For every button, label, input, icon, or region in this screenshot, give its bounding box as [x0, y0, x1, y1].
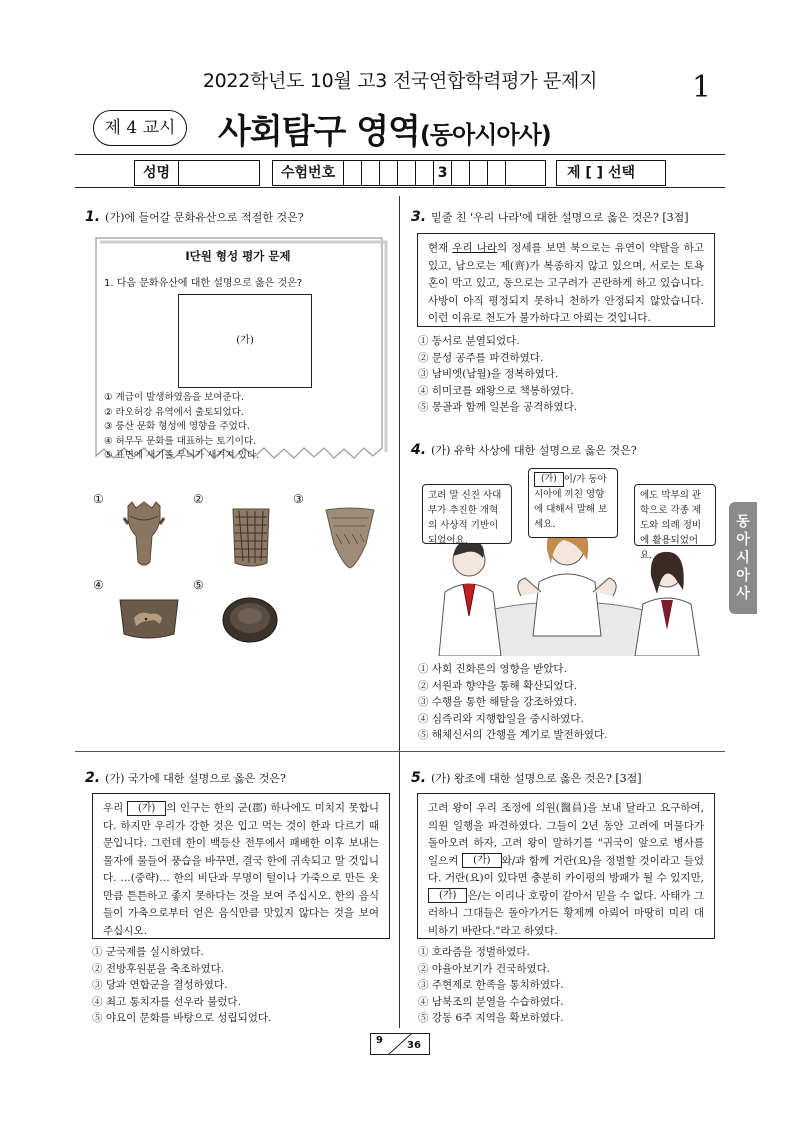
question-number: 3. [411, 209, 427, 225]
passage-text: 우리 [103, 802, 124, 814]
answer-option[interactable]: ⑤ 야요이 문화를 바탕으로 성립되었다. [92, 1012, 272, 1024]
exam-number-cell [380, 161, 398, 185]
answer-option[interactable]: ⑤ 강동 6주 지역을 확보하였다. [418, 1012, 564, 1024]
section-divider [75, 751, 725, 752]
answer-option[interactable]: ③ 당과 연합군을 결성하였다. [92, 979, 228, 991]
passage-text: 의 인구는 한의 군(郡) 하나에도 미치지 못합니다. 하지만 우리가 강한 것은 입고 먹는 것이 한과 다르기 때문입니다. 그런데 한이 백등산 전투에서 패배한 이후 보내는 물자에 물들어 풍습을 바꾸면, 결국 한에 귀속되고 말 것입니다. …(중략)… 한의 비단과 무명이 털이나 가죽으로 만든 옷만큼 튼튼하고 좋지 못하다는 것을 보여 주십시오. 한의 음식들이 가축으로부터 얻은 음식만큼 맛있지 않다는 것을 보여 주십시오. [103, 802, 379, 937]
question-number: 1. [85, 209, 101, 225]
card-option: ① 계급이 발생하였음을 보여준다. [104, 392, 244, 403]
answer-option[interactable]: ① 사회 진화론의 영향을 받았다. [418, 663, 567, 675]
question-2-options [92, 944, 271, 1027]
exam-number-cell [506, 161, 523, 185]
header-rule-bottom [75, 187, 725, 188]
question-2-passage [92, 793, 390, 939]
card-placeholder-box [178, 294, 312, 388]
answer-option[interactable]: ④ 최고 통치자를 선우라 불렀다. [92, 995, 241, 1008]
choice-3-label[interactable]: ③ [293, 492, 304, 506]
answer-option[interactable]: ⑤ 해체신서의 간행을 계기로 발전하였다. [418, 729, 608, 741]
pottery-image-3[interactable] [322, 504, 378, 570]
answer-option[interactable]: ① 호라즘을 정벌하였다. [418, 946, 530, 958]
question-3-stem [411, 206, 689, 225]
exam-number-digit: 3 [434, 161, 452, 185]
answer-option[interactable]: ② 전방후원분을 축조하였다. [92, 962, 225, 975]
answer-option[interactable]: ② 문성 공주를 파견하였다. [418, 351, 544, 364]
name-label: 성명 [135, 161, 179, 185]
answer-option[interactable]: ④ 히미코를 왜왕으로 책봉하였다. [418, 384, 574, 397]
question-3-passage [417, 233, 715, 327]
answer-option[interactable]: ④ 심즉리와 지행합일을 중시하였다. [418, 712, 584, 725]
question-5-options [418, 944, 564, 1027]
exam-number-cell [416, 161, 434, 185]
choice-label: 제 [ ] 선택 [567, 165, 635, 181]
subject-side-tab: 동 아 시 아 사 [729, 502, 757, 614]
exam-number-cell [470, 161, 488, 185]
exam-title: 2022학년도 10월 고3 전국연합학력평가 문제지 [202, 70, 598, 92]
exam-number-label: 수험번호 [273, 161, 344, 185]
period-badge: 제 4 교시 [93, 110, 187, 146]
answer-option[interactable]: ③ 수행을 통한 해탈을 강조하였다. [418, 696, 578, 708]
choice-4-label[interactable]: ④ [93, 578, 104, 592]
question-4-options [418, 661, 607, 744]
page-number: 1 [692, 70, 712, 105]
card-placeholder-label: (가) [236, 335, 254, 346]
passage-text: 와/과 함께 거란(요)을 정벌할 것이라고 들었다. 거란(요)이 있다면 충분히 카이펑의 방패가 될 수 있지만, [428, 854, 704, 884]
card-options [104, 391, 259, 464]
question-number: 5. [411, 770, 427, 786]
answer-option[interactable]: ② 서원과 향약을 통해 확산되었다. [418, 679, 578, 692]
footer-page: 9 [376, 1035, 383, 1046]
card-question: 1. 다음 문화유산에 대한 설명으로 옳은 것은? [104, 278, 303, 289]
subject-title [218, 104, 551, 153]
answer-option[interactable]: ④ 남북조의 분열을 수습하였다. [418, 995, 564, 1008]
blank-ga: (가) [462, 853, 501, 868]
name-box[interactable] [134, 160, 260, 186]
question-4-stem [411, 439, 637, 458]
exam-number-cell [488, 161, 506, 185]
card-option: ⑤ 표면에 새기줄 무늬가 새겨져 있다. [104, 450, 260, 461]
passage-text: 은/는 이리나 호랑이 같아서 믿을 수 없다. 사태가 그러하니 그대들은 돌아가거든 황제께 아뢰어 마땅히 미리 대비하기 바란다."라고 하였다. [428, 889, 704, 937]
speech-bubble-left: 고려 말 신진 사대부가 추진한 개혁의 사상적 기반이 되었어요. [422, 484, 512, 544]
subject-main: 사회탐구 영역 [218, 112, 420, 152]
question-1-stem [85, 206, 304, 225]
question-number: 4. [411, 442, 427, 458]
choice-box[interactable] [556, 160, 666, 186]
exam-number-cell [398, 161, 416, 185]
passage-text: 현재 [428, 242, 449, 254]
passage-text: 의 정세를 보면 북으로는 유연이 약탈을 하고 있고, 남으로는 제(齊)가 복종하지 않고 있으며, 서로는 토욕혼이 막고 있고, 동으로는 고구려가 곤란하게 하고 있습니다. 사방이 아직 평정되지 못하니 천하가 안정되지 않았습니다. 이런 이유로 천도가 불가하다고 아뢰는 것입니다. [428, 242, 704, 324]
choice-5-label[interactable]: ⑤ [193, 578, 204, 592]
speech-bubble-right: 에도 막부의 관학으로 각종 제도와 의례 정비에 활용되었어요. [634, 484, 716, 546]
passage-text: 고려 왕이 우리 조정에 의원(醫員)을 보내 달라고 요구하여, 의원 일행을 파견하였다. 그들이 2년 동안 고려에 머물다가 돌아오려 하자, 고려 왕이 말하기를 "귀국이 앞으로 병사를 일으켜 [428, 802, 704, 867]
exam-number-cell [452, 161, 470, 185]
pottery-image-5[interactable] [220, 594, 280, 646]
answer-option[interactable]: ⑤ 몽골과 함께 일본을 공격하였다. [418, 401, 578, 413]
answer-option[interactable]: ① 동서로 분열되었다. [418, 335, 520, 347]
exam-number-cell [362, 161, 380, 185]
footer-total: 36 [407, 1040, 421, 1051]
card-option: ④ 허무두 문화를 대표하는 토기이다. [104, 435, 257, 447]
exam-number-cell [344, 161, 362, 185]
bubble-text: 동아시아에 끼친 영향에 대해서 말해 보세요. [534, 474, 608, 530]
worksheet-card [92, 234, 388, 472]
pottery-image-4[interactable] [116, 594, 182, 644]
answer-option[interactable]: ② 야율아보기가 건국하였다. [418, 962, 551, 975]
card-title: Ⅰ단원 형성 평가 문제 [185, 249, 291, 263]
blank-ga: (가) [428, 888, 467, 903]
answer-option[interactable]: ① 군국제를 실시하였다. [92, 946, 204, 958]
question-text: (가) 왕조에 대한 설명으로 옳은 것은? [3점] [431, 772, 642, 785]
choice-2-label[interactable]: ② [193, 492, 204, 506]
pottery-image-1[interactable] [118, 500, 170, 570]
page-footer [370, 1033, 430, 1055]
question-3-options [418, 333, 577, 416]
pottery-image-2[interactable] [225, 503, 277, 571]
bubble-text: 이/가 [563, 474, 586, 485]
subject-sub: (동아시아사) [419, 121, 551, 149]
answer-option[interactable]: ③ 주현제로 한족을 통치하였다. [418, 979, 564, 991]
exam-number-box[interactable] [272, 160, 546, 186]
answer-option[interactable]: ③ 남비엣(남월)을 정복하였다. [418, 368, 559, 380]
speech-bubble-middle [528, 468, 618, 538]
blank-ga: (가) [534, 472, 564, 487]
blank-ga: (가) [127, 801, 166, 816]
card-option: ③ 룽산 문화 형성에 영향을 주었다. [104, 421, 250, 432]
question-number: 2. [85, 770, 101, 786]
question-text: (가) 국가에 대한 설명으로 옳은 것은? [105, 772, 286, 785]
header-rule-top [75, 154, 725, 155]
question-text: (가)에 들어갈 문화유산으로 적절한 것은? [105, 211, 304, 224]
question-5-passage [417, 793, 715, 939]
underlined-term: 우리 나라 [452, 242, 498, 254]
question-text: (가) 유학 사상에 대한 설명으로 옳은 것은? [431, 444, 637, 457]
question-text: 밑줄 친 '우리 나라'에 대한 설명으로 옳은 것은? [3점] [431, 211, 689, 224]
card-option: ② 라오허강 유역에서 출토되었다. [104, 406, 244, 418]
question-2-stem [85, 767, 286, 786]
choice-1-label[interactable]: ① [93, 492, 104, 506]
question-5-stem [411, 767, 642, 786]
column-divider [399, 196, 400, 1028]
